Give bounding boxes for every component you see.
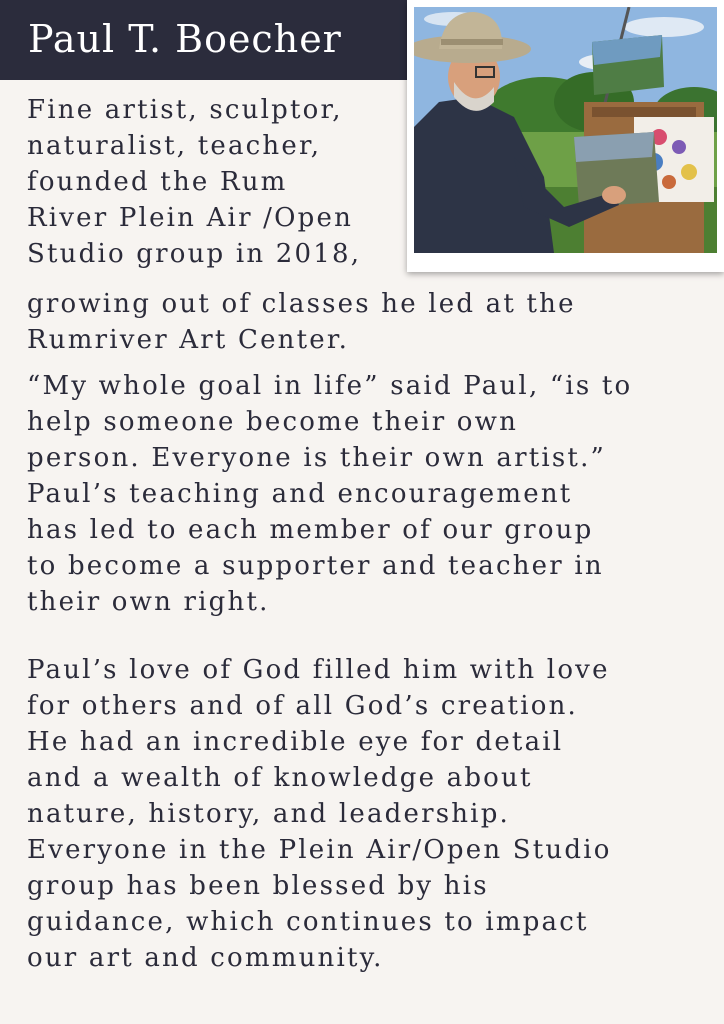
page-title: Paul T. Boecher: [28, 17, 342, 61]
tribute-paragraph: Paul’s love of God filled him with love for others and of all God’s creation. He had an incredible eye for detail and a wealth of knowledge about nature, history, and leadership. Everyone in the Plein Air/Open Studio group has been blessed by his guidance, which continues to impact our art and community.: [27, 655, 612, 973]
title-banner: [0, 0, 407, 80]
photo-frame: [407, 0, 724, 272]
intro-paragraph: Fine artist, sculptor, naturalist, teacher, founded the Rum River Plein Air /Open Studio group in 2018,: [27, 95, 362, 269]
quote-paragraph: “My whole goal in life” said Paul, “is to help someone become their own person. Everyone is their own artist.” Paul’s teaching and encouragement has led to each member of our group to become a supporter and teacher in their own right.: [27, 371, 633, 617]
intro-continuation: growing out of classes he led at the Rumriver Art Center.: [27, 289, 576, 355]
painter-at-easel-photo: [414, 7, 717, 253]
